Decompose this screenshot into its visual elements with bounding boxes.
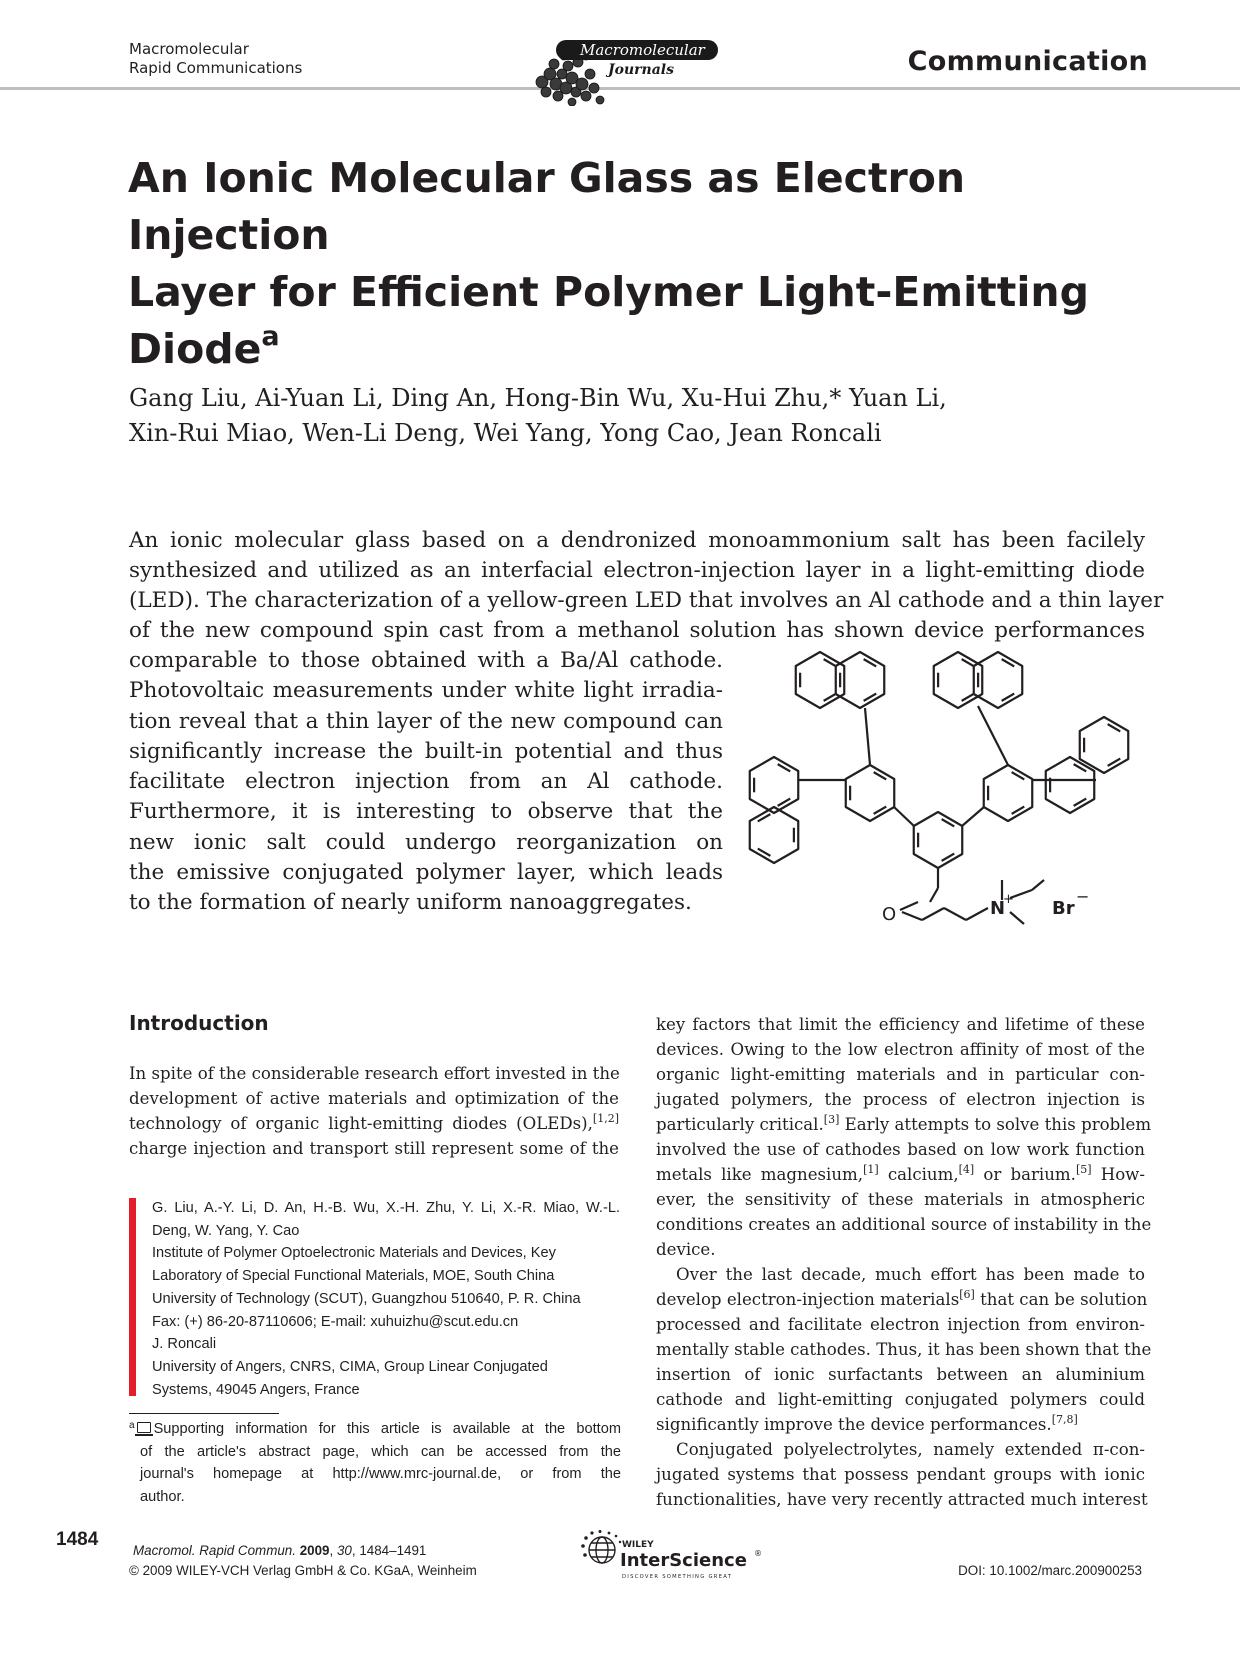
affiliation-line: University of Technology (SCUT), Guangzhou 510640, P. R. China [152, 1290, 581, 1307]
citation-ref[interactable]: [4] [958, 1163, 975, 1176]
branch-benzene-ring-left [846, 765, 894, 821]
abstract-narrow [129, 646, 723, 919]
naphthyl-ring [796, 652, 844, 708]
body-text: technology of organic light-emitting diodes (OLEDs), [129, 1114, 593, 1133]
footnote-marker: a [129, 1420, 135, 1431]
citation-ref[interactable]: [5] [1075, 1163, 1092, 1176]
body-line [656, 1287, 1148, 1312]
atom-oxygen: O [882, 904, 897, 925]
journal-citation: Macromol. Rapid Commun. 2009, 30, 1484–1491 [133, 1543, 427, 1558]
body-line: mentally stable cathodes. Thus, it has been shown that the [656, 1340, 1152, 1359]
section-label: Communication [907, 46, 1148, 77]
body-line: charge injection and transport still represent some of the [129, 1139, 619, 1158]
affiliation-line: Deng, W. Yang, Y. Cao [152, 1222, 300, 1239]
naphthyl-ring [1080, 717, 1128, 773]
abstract-line: tion reveal that a thin layer of the new compound can [129, 708, 723, 734]
body-line [656, 1162, 1145, 1187]
footnote-rule [129, 1413, 279, 1414]
affiliation-line: Institute of Polymer Optoelectronic Materials and Devices, Key [152, 1245, 556, 1262]
central-benzene-ring [914, 812, 962, 868]
naphthyl-ring [750, 807, 798, 863]
affiliation-line: Fax: (+) 86-20-87110606; E-mail: xuhuizhu@scut.edu.cn [152, 1313, 519, 1330]
body-line: Over the last decade, much effort has been made to [676, 1265, 1145, 1284]
section-heading-introduction: Introduction [129, 1011, 269, 1035]
abstract-line: (LED). The characterization of a yellow-green LED that involves an Al cathode and a thin layer [129, 588, 1164, 613]
abstract-line: the emissive conjugated polymer layer, which leads [129, 860, 723, 886]
body-text: calcium, [878, 1165, 959, 1184]
publisher-brand: InterScience [620, 1550, 747, 1571]
copyright-line: © 2009 WILEY-VCH Verlag GmbH & Co. KGaA, Weinheim [129, 1563, 477, 1578]
single-bond [930, 888, 938, 902]
title-line [128, 321, 1148, 378]
macromolecular-journals-logo [528, 22, 718, 106]
body-text: particularly critical. [656, 1115, 824, 1134]
single-bond [865, 708, 870, 765]
journal-abbrev: Macromol. Rapid Commun. [133, 1543, 296, 1558]
citation-year: 2009 [299, 1543, 330, 1558]
body-text: or barium. [974, 1165, 1076, 1184]
single-bond [1010, 912, 1024, 924]
body-line [656, 1112, 1152, 1137]
abstract-line: facilitate electron injection from an Al cathode. [129, 769, 723, 795]
abstract-wide [129, 526, 1164, 646]
citation-ref[interactable]: [7,8] [1051, 1413, 1078, 1426]
counterion-charge: − [1076, 887, 1090, 906]
wiley-interscience-logo [580, 1530, 770, 1582]
abstract-line: An ionic molecular glass based on a dendronized monoammonium salt has been facilely [129, 528, 1145, 553]
affiliation-line: University of Angers, CNRS, CIMA, Group Linear Conjugated [152, 1358, 548, 1375]
body-line: jugated systems that possess pendant groups with ionic [656, 1465, 1145, 1484]
authors-line: Xin-Rui Miao, Wen-Li Deng, Wei Yang, Yong Cao, Jean Roncali [129, 419, 882, 447]
naphthyl-ring [974, 652, 1022, 708]
body-line: In spite of the considerable research effort invested in the [129, 1064, 620, 1083]
single-bond [978, 706, 1008, 765]
body-line: involved the use of cathodes based on low work function [656, 1140, 1145, 1159]
author-list [129, 381, 1129, 451]
intro-right-column [656, 1012, 1152, 1512]
single-bond [902, 912, 922, 920]
logo-text-line1: Macromolecular [580, 41, 705, 59]
single-bond [962, 807, 984, 826]
title-line: An Ionic Molecular Glass as Electron Injection [128, 154, 966, 259]
footnote [129, 1418, 621, 1509]
abstract-line: synthesized and utilized as an interfacial electron-injection layer in a light-emitting diode [129, 558, 1145, 583]
single-bond [894, 807, 914, 826]
citation-ref[interactable]: [3] [823, 1113, 840, 1126]
molecular-structure-diagram [740, 640, 1160, 940]
naphthyl-ring [836, 652, 884, 708]
publisher-registered: ® [754, 1549, 762, 1558]
abstract-line: comparable to those obtained with a Ba/Al cathode. [129, 648, 723, 673]
article-title [128, 150, 1148, 378]
body-line: processed and facilitate electron injection from environ- [656, 1315, 1145, 1334]
body-line: organic light-emitting materials and in particular con- [656, 1065, 1145, 1084]
body-text: that can be solution [974, 1290, 1148, 1309]
abstract-line: new ionic salt could undergo reorganization on [129, 829, 723, 855]
journal-name-line2: Rapid Communications [129, 59, 303, 77]
naphthyl-ring [1046, 757, 1094, 813]
body-line [129, 1111, 619, 1136]
citation-volume: 30 [336, 1543, 352, 1558]
abstract-line: Photovoltaic measurements under white light irradia- [129, 678, 723, 704]
body-text: significantly improve the device performances. [656, 1415, 1052, 1434]
footnote-line [129, 1418, 621, 1441]
citation-ref[interactable]: [1,2] [592, 1112, 619, 1125]
body-line: development of active materials and optimization of the [129, 1089, 619, 1108]
body-text: Early attempts to solve this problem [839, 1115, 1152, 1134]
body-line: functionalities, have very recently attracted much interest [656, 1490, 1148, 1509]
body-line: devices. Owing to the low electron affinity of most of the [656, 1040, 1145, 1059]
globe-icon [589, 1537, 615, 1563]
body-text: metals like magnesium, [656, 1165, 864, 1184]
body-text: develop electron-injection materials [656, 1290, 960, 1309]
affiliation-line: G. Liu, A.-Y. Li, D. An, H.-B. Wu, X.-H. Zhu, Y. Li, X.-R. Miao, W.-L. [152, 1200, 620, 1216]
single-bond [966, 908, 988, 920]
body-line: key factors that limit the efficiency and lifetime of these [656, 1015, 1145, 1034]
page-number: 1484 [56, 1529, 99, 1550]
computer-monitor-icon [137, 1422, 151, 1433]
body-line: device. [656, 1240, 716, 1259]
branch-benzene-ring-right [984, 765, 1032, 821]
atom-nitrogen: N [990, 898, 1006, 919]
citation-ref[interactable]: [6] [959, 1288, 975, 1301]
authors-line: Gang Liu, Ai-Yuan Li, Ding An, Hong-Bin Wu, Xu-Hui Zhu,* Yuan Li, [129, 384, 947, 412]
footnote-line: of the article's abstract page, which can be accessed from the [140, 1443, 621, 1460]
single-bond [1032, 880, 1044, 890]
body-line: ever, the sensitivity of these materials in atmospheric [656, 1190, 1145, 1209]
single-bond [922, 908, 944, 920]
body-line: Conjugated polyelectrolytes, namely extended π-con- [676, 1440, 1145, 1459]
body-line: conditions creates an additional source of instability in the [656, 1215, 1152, 1234]
publisher-tagline: DISCOVER SOMETHING GREAT [622, 1574, 733, 1580]
abstract-line: to the formation of nearly uniform nanoaggregates. [129, 890, 692, 916]
affiliation-accent-bar [129, 1198, 136, 1396]
footnote-line: journal's homepage at http://www.mrc-journal.de, or from the [140, 1466, 621, 1483]
counterion-bromide: Br [1052, 898, 1075, 919]
affiliation-line: Laboratory of Special Functional Materials, MOE, South China [152, 1268, 555, 1285]
body-line [656, 1412, 1145, 1437]
nitrogen-charge: + [1003, 892, 1014, 907]
doi[interactable]: DOI: 10.1002/marc.200900253 [958, 1563, 1142, 1578]
affiliation-block [152, 1197, 620, 1401]
naphthyl-ring [934, 652, 982, 708]
footnote-line: author. [140, 1489, 185, 1506]
single-bond [900, 902, 918, 910]
naphthyl-ring [750, 757, 798, 813]
title-line-text: Diode [128, 325, 262, 373]
abstract-line: Furthermore, it is interesting to observe that the [129, 799, 723, 825]
body-line: cathode and light-emitting conjugated polymers could [656, 1390, 1145, 1409]
single-bond [944, 908, 966, 920]
journal-name-line1: Macromolecular [129, 40, 249, 58]
body-line: jugated polymers, the process of electron injection is [656, 1090, 1145, 1109]
body-line: insertion of ionic surfactants between an aluminium [656, 1365, 1145, 1384]
body-text: How- [1091, 1165, 1145, 1184]
intro-left-column [129, 1061, 619, 1161]
footnote-text: Supporting information for this article is available at the bottom [153, 1421, 621, 1437]
citation-ref[interactable]: [1] [863, 1163, 879, 1176]
journal-name [129, 40, 302, 78]
structure-bonds [750, 652, 1128, 924]
logo-text-line2: Journals [608, 62, 674, 78]
citation-pages: 1484–1491 [359, 1543, 427, 1558]
affiliation-line: Systems, 49045 Angers, France [152, 1381, 360, 1398]
abstract-line: significantly increase the built-in potential and thus [129, 738, 723, 764]
logo-bead-chain [536, 52, 604, 106]
affiliation-line: J. Roncali [152, 1336, 217, 1353]
title-line: Layer for Efficient Polymer Light-Emitting [128, 268, 1089, 316]
title-footnote-marker: a [261, 321, 280, 352]
publisher-small: WILEY [622, 1540, 654, 1550]
abstract-line: of the new compound spin cast from a methanol solution has shown device performances [129, 618, 1145, 643]
